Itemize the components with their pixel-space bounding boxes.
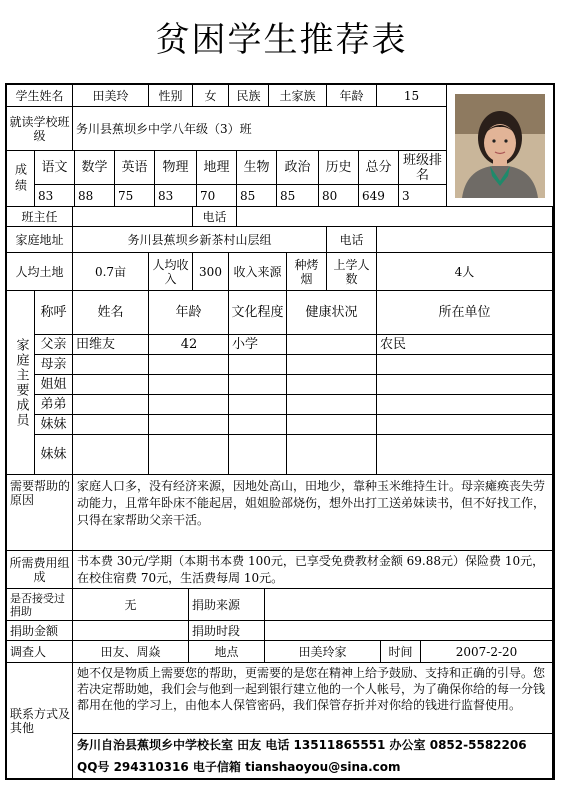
grades-label: 成绩 <box>7 151 35 207</box>
name-label: 学生姓名 <box>7 85 73 107</box>
aid-received-value: 无 <box>73 589 189 621</box>
teacher-phone-label: 电话 <box>193 207 237 227</box>
family-cell <box>287 415 377 435</box>
grade-subject: 历史 <box>319 151 359 185</box>
aid-time-label: 捐助时段 <box>189 621 265 641</box>
aid-amount-value <box>73 621 189 641</box>
family-cell <box>229 395 287 415</box>
family-cell <box>149 415 229 435</box>
ethnicity-value: 土家族 <box>269 85 327 107</box>
family-cell <box>377 415 553 435</box>
recommendation-form <box>5 83 555 780</box>
family-cell <box>377 355 553 375</box>
family-relation: 姐姐 <box>35 375 73 395</box>
family-cell <box>149 435 229 475</box>
grade-score: 83 <box>35 185 75 207</box>
address-value: 务川县蕉坝乡新茶村山层组 <box>73 227 327 253</box>
family-header: 健康状况 <box>287 291 377 335</box>
income-value: 300 <box>193 253 229 291</box>
school-value: 务川县蕉坝乡中学八年级（3）班 <box>73 107 447 151</box>
family-cell: 农民 <box>377 335 553 355</box>
family-cell <box>229 415 287 435</box>
costs-text: 书本费 30元/学期（本期书本费 100元，已享受免费教材金额 69.88元）保险费 10元，在校住宿费 70元，生活费每周 10元。 <box>73 551 553 589</box>
aid-received-label: 是否接受过捐助 <box>7 589 73 621</box>
gender-value: 女 <box>193 85 229 107</box>
family-cell <box>73 435 149 475</box>
home-phone-label: 电话 <box>327 227 377 253</box>
family-relation: 弟弟 <box>35 395 73 415</box>
family-header: 姓名 <box>73 291 149 335</box>
family-header: 称呼 <box>35 291 73 335</box>
family-cell <box>287 355 377 375</box>
teacher-name <box>73 207 193 227</box>
grade-score: 83 <box>155 185 197 207</box>
land-label: 人均土地 <box>7 253 73 291</box>
name-value: 田美玲 <box>73 85 149 107</box>
survey-date-label: 时间 <box>381 641 421 663</box>
age-value: 15 <box>377 85 447 107</box>
family-cell <box>229 355 287 375</box>
grade-score: 649 <box>359 185 399 207</box>
form-title: 贫困学生推荐表 <box>155 20 408 60</box>
income-label: 人均收入 <box>149 253 193 291</box>
family-relation: 母亲 <box>35 355 73 375</box>
students-label: 上学人数 <box>327 253 377 291</box>
survey-place-label: 地点 <box>189 641 265 663</box>
students-value: 4人 <box>377 253 553 291</box>
family-cell <box>377 375 553 395</box>
reason-label: 需要帮助的原因 <box>7 475 73 551</box>
survey-date: 2007-2-20 <box>421 641 553 663</box>
family-cell <box>287 395 377 415</box>
grade-score: 85 <box>277 185 319 207</box>
family-relation: 妹妹 <box>35 435 73 475</box>
survey-people: 田友、周焱 <box>73 641 189 663</box>
family-relation: 妹妹 <box>35 415 73 435</box>
school-label: 就读学校班级 <box>7 107 73 151</box>
family-cell: 小学 <box>229 335 287 355</box>
family-cell <box>149 375 229 395</box>
land-value: 0.7亩 <box>73 253 149 291</box>
grade-subject: 语文 <box>35 151 75 185</box>
teacher-phone <box>237 207 553 227</box>
aid-source-value <box>265 589 553 621</box>
contact-line1: 务川自治县蕉坝乡中学校长室 田友 电话 13511865551 办公室 0852-5582206 <box>73 734 553 756</box>
family-cell <box>377 435 553 475</box>
grade-subject: 总分 <box>359 151 399 185</box>
gender-label: 性别 <box>149 85 193 107</box>
costs-label: 所需费用组成 <box>7 551 73 589</box>
income-source-label: 收入来源 <box>229 253 287 291</box>
aid-amount-label: 捐助金额 <box>7 621 73 641</box>
grade-score: 75 <box>115 185 155 207</box>
family-cell <box>377 395 553 415</box>
grade-score: 88 <box>75 185 115 207</box>
family-cell <box>287 335 377 355</box>
survey-label: 调查人 <box>7 641 73 663</box>
contact-label: 联系方式及其他 <box>7 663 73 778</box>
grade-score: 70 <box>197 185 237 207</box>
family-cell <box>287 375 377 395</box>
family-cell <box>149 355 229 375</box>
family-cell <box>229 435 287 475</box>
grade-score: 80 <box>319 185 359 207</box>
family-relation: 父亲 <box>35 335 73 355</box>
contact-line2: QQ号 294310316 电子信箱 tianshaoyou@sina.com <box>73 756 553 778</box>
student-photo <box>447 85 553 207</box>
contact-text: 她不仅是物质上需要您的帮助，更需要的是您在精神上给予鼓励、支持和正确的引导。您若决定帮助她，我们会与他到一起到银行建立他的一个人帐号，为了确保你给的每一分钱都用在他的学习上，由他本人保管密码，我们保管存折并对你给的钱进行监督使用。 <box>73 663 553 734</box>
family-label: 家庭主要成员 <box>7 291 35 475</box>
home-phone <box>377 227 553 253</box>
grade-score: 3 <box>399 185 447 207</box>
aid-time-value <box>265 621 553 641</box>
family-cell <box>229 375 287 395</box>
family-header: 年龄 <box>149 291 229 335</box>
grade-score: 85 <box>237 185 277 207</box>
grade-subject: 政治 <box>277 151 319 185</box>
survey-place: 田美玲家 <box>265 641 381 663</box>
family-cell <box>287 435 377 475</box>
family-cell <box>73 415 149 435</box>
family-cell: 田维友 <box>73 335 149 355</box>
teacher-label: 班主任 <box>7 207 73 227</box>
ethnicity-label: 民族 <box>229 85 269 107</box>
family-cell <box>73 395 149 415</box>
family-cell <box>149 395 229 415</box>
family-cell <box>73 375 149 395</box>
reason-text: 家庭人口多，没有经济来源，因地处高山，田地少，靠种玉米维持生计。母亲瘫痪丧失劳动能力，且常年卧床不能起居，姐姐脸部烧伤，想外出打工送弟妹读书，但不好找工作，只得在家帮助父亲干活。 <box>73 475 553 551</box>
family-header: 文化程度 <box>229 291 287 335</box>
grade-subject: 地理 <box>197 151 237 185</box>
grade-subject: 班级排名 <box>399 151 447 185</box>
aid-source-label: 捐助来源 <box>189 589 265 621</box>
family-header: 所在单位 <box>377 291 553 335</box>
address-label: 家庭地址 <box>7 227 73 253</box>
family-cell: 42 <box>149 335 229 355</box>
family-cell <box>73 355 149 375</box>
age-label: 年龄 <box>327 85 377 107</box>
grade-subject: 数学 <box>75 151 115 185</box>
grade-subject: 英语 <box>115 151 155 185</box>
grade-subject: 物理 <box>155 151 197 185</box>
tobacco-label: 种烤烟 <box>287 253 327 291</box>
grade-subject: 生物 <box>237 151 277 185</box>
